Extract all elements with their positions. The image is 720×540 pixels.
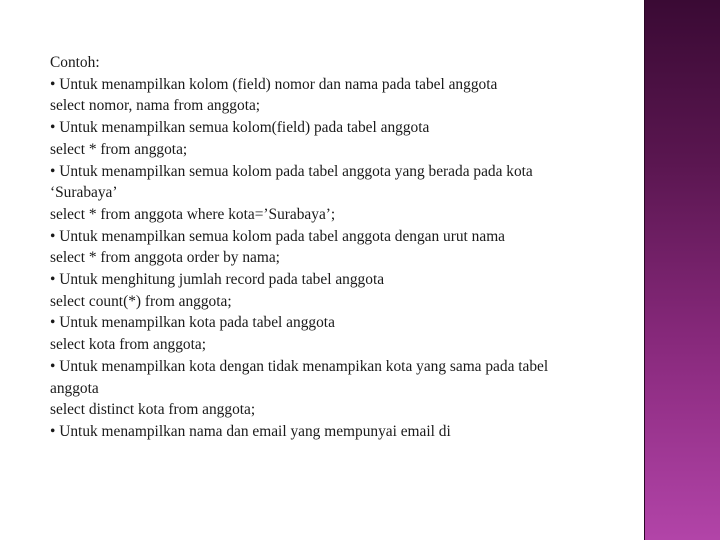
bullet-kota-surabaya-cont: ‘Surabaya’: [50, 184, 118, 202]
bullet-distinct-kota: • Untuk menampilkan kota dengan tidak menampikan kota yang sama pada tabel: [50, 357, 549, 375]
sql-distinct: select distinct kota from anggota;: [50, 401, 256, 419]
bullet-jumlah-record: • Untuk menghitung jumlah record pada tabel anggota: [50, 271, 385, 289]
decorative-side-panel: [641, 0, 720, 540]
sql-where-kota: select * from anggota where kota=’Surabaya’;: [50, 205, 336, 223]
slide-text: [50, 52, 640, 443]
sql-select-kota: select kota from anggota;: [50, 336, 206, 354]
bullet-nama-email: • Untuk menampilkan nama dan email yang mempunyai email di: [50, 422, 451, 440]
bullet-urut-nama: • Untuk menampilkan semua kolom pada tabel anggota dengan urut nama: [50, 227, 506, 245]
bullet-nomor-nama: • Untuk menampilkan kolom (field) nomor dan nama pada tabel anggota: [50, 75, 498, 93]
heading-contoh: Contoh:: [50, 54, 100, 71]
bullet-semua-kolom: • Untuk menampilkan semua kolom(field) pada tabel anggota: [50, 119, 430, 137]
side-panel-edge-shadow: [644, 0, 645, 540]
bullet-kota-surabaya: • Untuk menampilkan semua kolom pada tabel anggota yang berada pada kota: [50, 162, 533, 180]
sql-select-nomor-nama: select nomor, nama from anggota;: [50, 97, 261, 115]
sql-order-by: select * from anggota order by nama;: [50, 249, 280, 267]
sql-select-all: select * from anggota;: [50, 140, 188, 158]
sql-count: select count(*) from anggota;: [50, 292, 232, 310]
bullet-distinct-kota-cont: anggota: [50, 379, 99, 397]
bullet-kota: • Untuk menampilkan kota pada tabel anggota: [50, 314, 335, 332]
